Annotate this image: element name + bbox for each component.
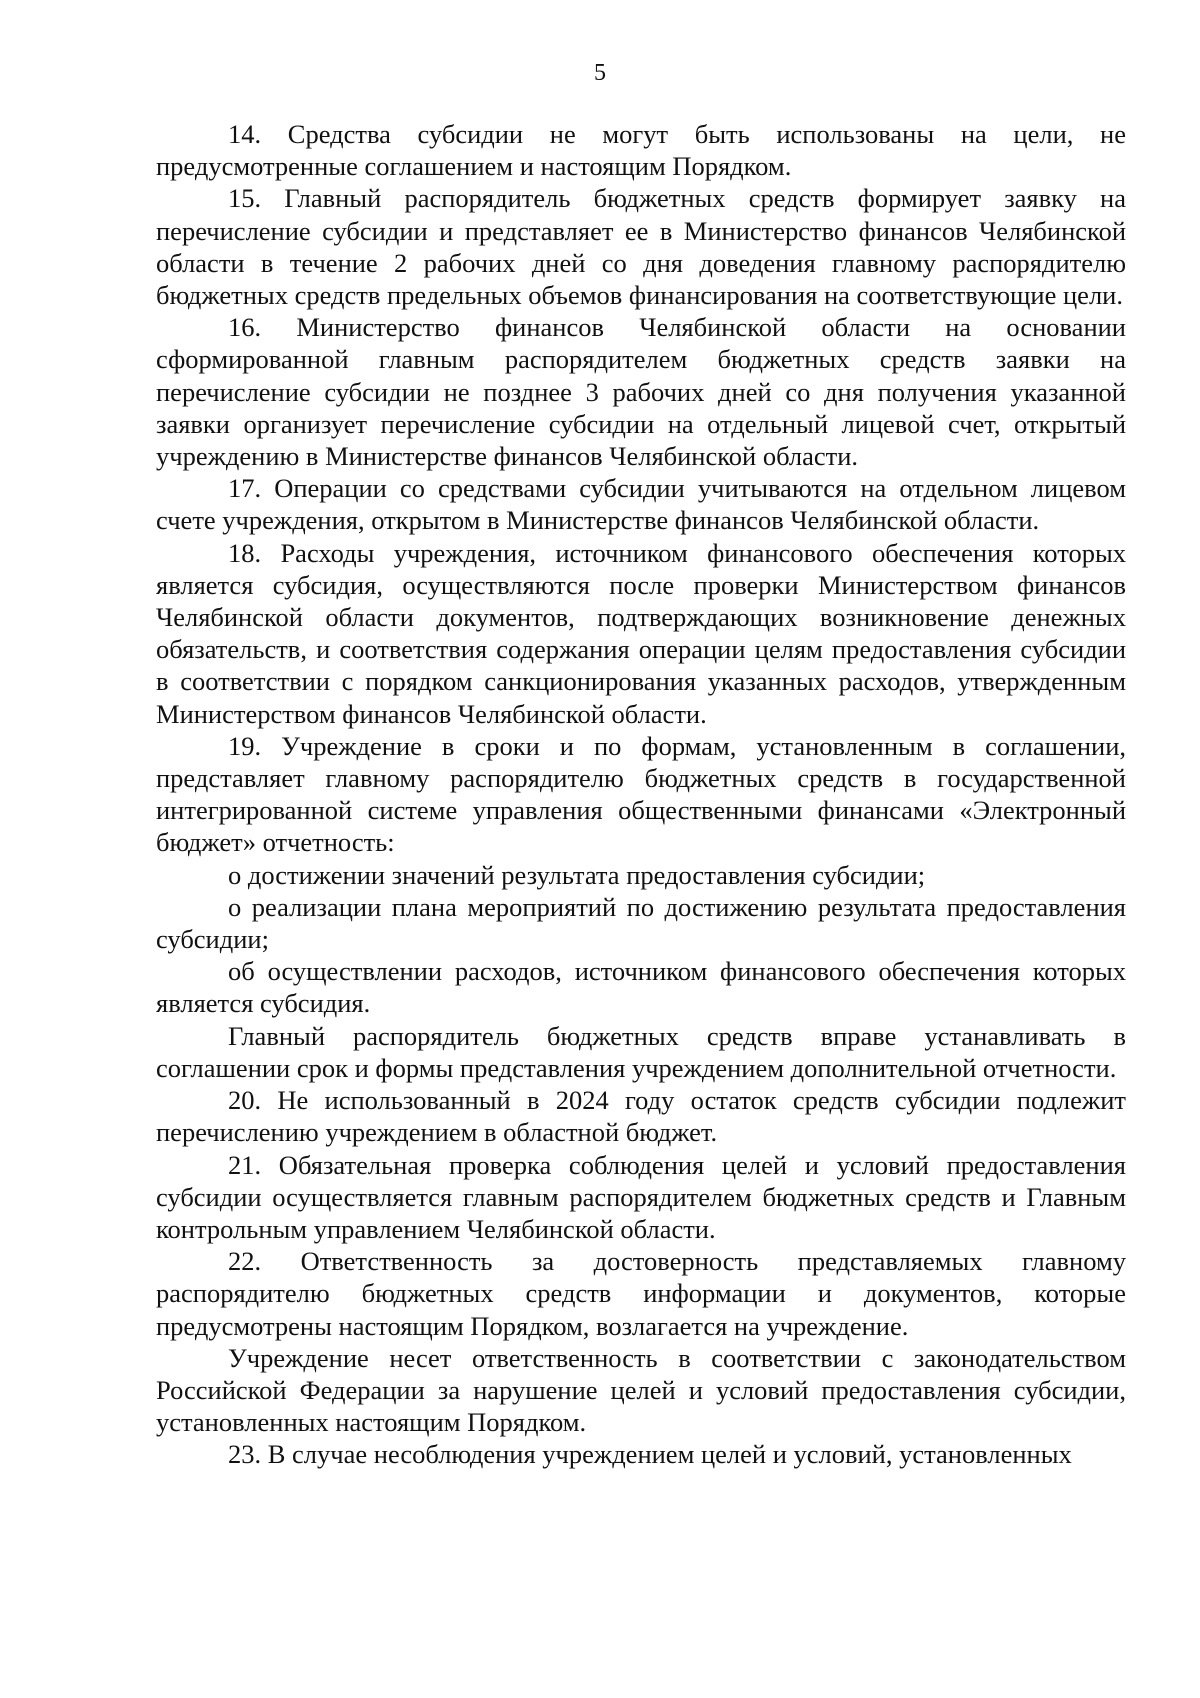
- paragraph-20: 20. Не использованный в 2024 году остаток средств субсидии подлежит перечислению учреждением в областной бюджет.: [156, 1085, 1126, 1148]
- paragraph-21: 21. Обязательная проверка соблюдения целей и условий предоставления субсидии осуществляется главным распорядителем бюджетных средств и Главным контрольным управлением Челябинской области.: [156, 1149, 1126, 1244]
- paragraph-15: 15. Главный распорядитель бюджетных средств формирует заявку на перечисление субсидии и представляет ее в Министерство финансов Челябинской области в течение 2 рабочих дней со дня доведения главному распорядителю бюджетных средств предельных объемов финансирования на соответствующие цели.: [156, 183, 1126, 311]
- paragraph-16: 16. Министерство финансов Челябинской области на основании сформированной главным распорядителем бюджетных средств заявки на перечисление субсидии не позднее 3 рабочих дней со дня получения указанной заявки организует перечисление субсидии на отдельный лицевой счет, открытый учреждению в Министерстве финансов Челябинской области.: [156, 312, 1126, 472]
- page-number: 5: [594, 60, 606, 86]
- document-body: [156, 118, 1126, 1471]
- paragraph-19-additional: Главный распорядитель бюджетных средств вправе устанавливать в соглашении срок и формы представления учреждением дополнительной отчетности.: [156, 1020, 1126, 1083]
- paragraph-19-item-2: о реализации плана мероприятий по достижению результата предоставления субсидии;: [156, 891, 1126, 955]
- paragraph-23: 23. В случае несоблюдения учреждением целей и условий, установленных: [228, 1439, 1072, 1470]
- paragraph-22-liability: Учреждение несет ответственность в соответствии с законодательством Российской Федерации за нарушение целей и условий предоставления субсидии, установленных настоящим Порядком.: [156, 1342, 1126, 1438]
- paragraph-19-item-1: о достижении значений результата предоставления субсидии;: [228, 859, 926, 890]
- paragraph-14: 14. Средства субсидии не могут быть использованы на цели, не предусмотренные соглашением и настоящим Порядком.: [156, 119, 1126, 182]
- paragraph-18: 18. Расходы учреждения, источником финансового обеспечения которых является субсидия, осуществляются после проверки Министерством финансов Челябинской области документов, подтверждающих возникновение денежных обязательств, и соответствия содержания операции целям предоставления субсидии в соответствии с порядком санкционирования указанных расходов, утвержденным Министерством финансов Челябинской области.: [156, 537, 1126, 729]
- paragraph-17: 17. Операции со средствами субсидии учитываются на отдельном лицевом счете учреждения, открытом в Министерстве финансов Челябинской области.: [156, 473, 1126, 536]
- paragraph-19: 19. Учреждение в сроки и по формам, установленным в соглашении, представляет главному распорядителю бюджетных средств в государственной интегрированной системе управления общественными финансами «Электронный бюджет» отчетность:: [156, 730, 1126, 858]
- paragraph-22: 22. Ответственность за достоверность представляемых главному распорядителю бюджетных средств информации и документов, которые предусмотрены настоящим Порядком, возлагается на учреждение.: [156, 1246, 1126, 1341]
- paragraph-19-item-3: об осуществлении расходов, источником финансового обеспечения которых является субсидия.: [156, 956, 1126, 1019]
